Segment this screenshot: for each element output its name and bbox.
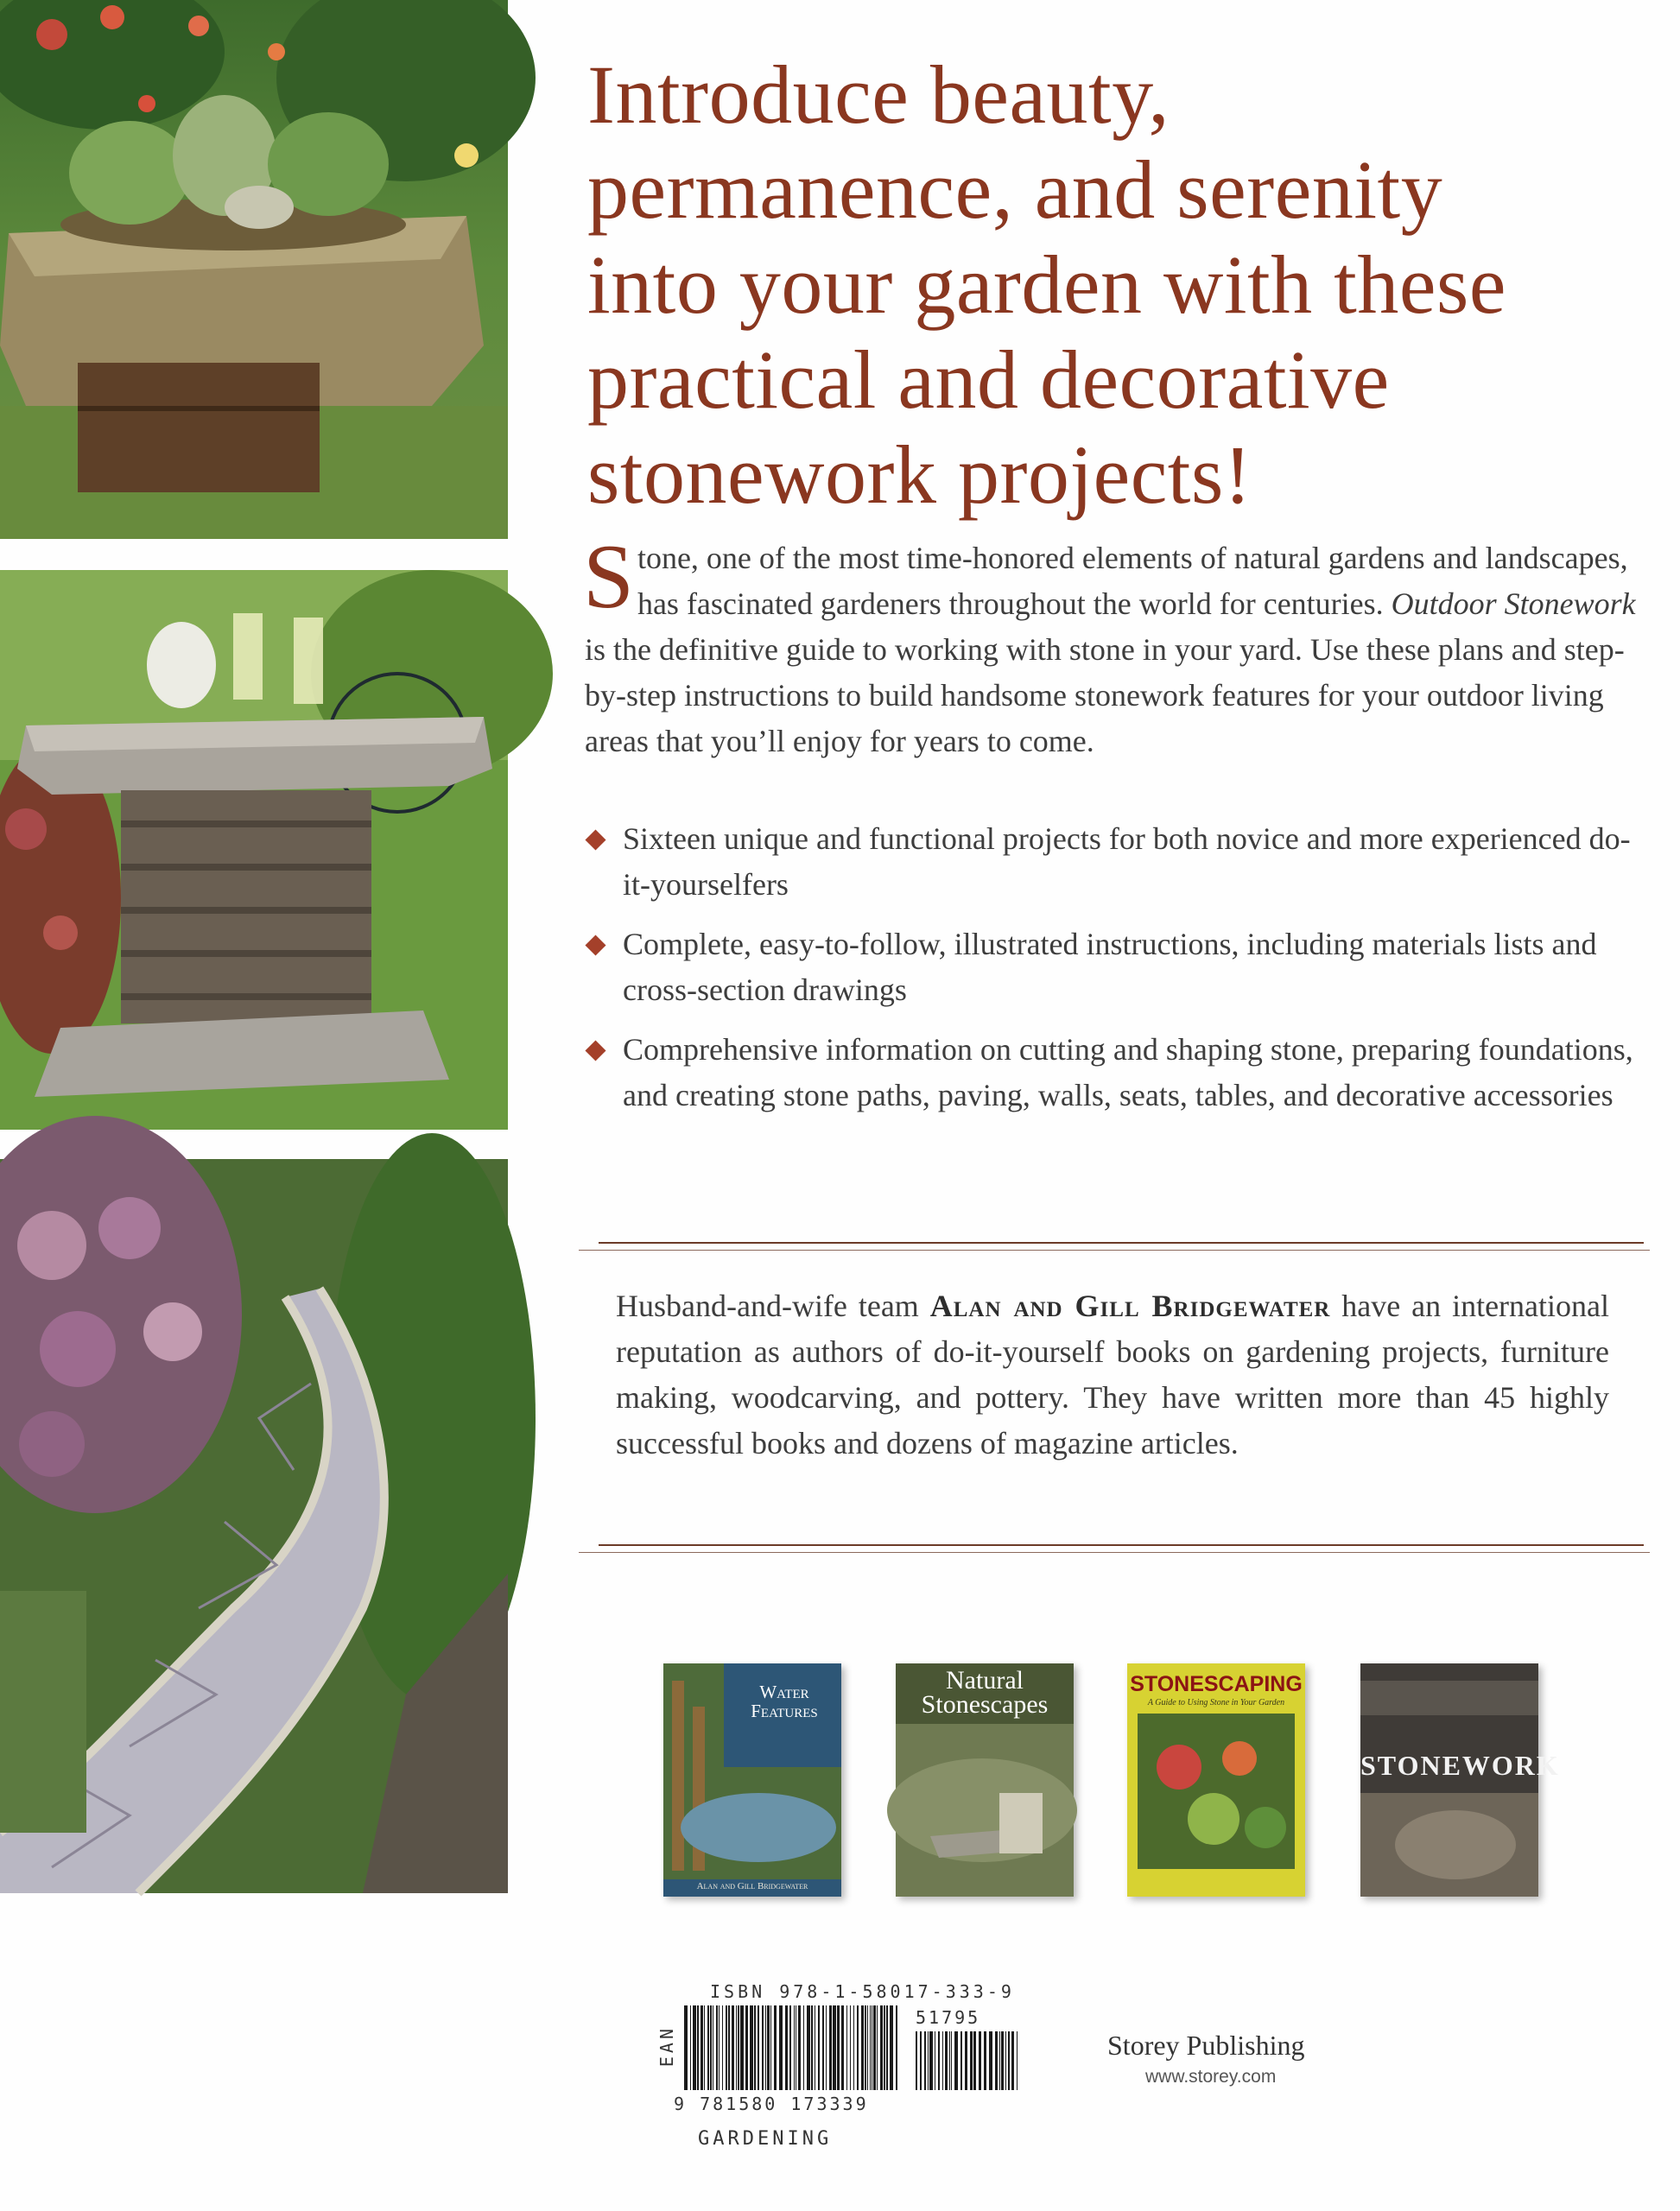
intro-text-1: tone, one of the most time-honored elements of natural gardens and landscapes, has fascinated gardeners throughout the world for centuries. — [637, 541, 1628, 621]
headline-line-4: practical and decorative — [587, 333, 1390, 426]
barcode — [682, 2005, 898, 2090]
book-subtitle: A Guide to Using Stone in Your Garden — [1147, 1698, 1285, 1707]
publisher-website[interactable]: www.storey.com — [1145, 2067, 1277, 2087]
headline — [587, 48, 1624, 523]
isbn-number: ISBN 978-1-58017-333-9 — [710, 1981, 1015, 2002]
photo-stone-table — [0, 570, 508, 1130]
ean-label: EAN — [656, 2025, 677, 2068]
divider-bottom-2 — [579, 1552, 1650, 1553]
barcode-addon — [914, 2031, 1019, 2090]
book-thumbnail-water-features[interactable] — [663, 1663, 841, 1897]
intro-book-title: Outdoor Stonework — [1391, 586, 1636, 621]
book-thumbnail-stonework[interactable] — [1360, 1663, 1560, 1897]
publisher-name: Storey Publishing — [1107, 2030, 1305, 2061]
feature-item: Complete, easy-to-follow, illustrated instructions, including materials lists and cross-section drawings — [585, 922, 1639, 1013]
headline-line-1: Introduce beauty, — [587, 48, 1170, 141]
feature-item: Comprehensive information on cutting and shaping stone, preparing foundations, and creating stone paths, paving, walls, seats, tables, and decorative accessories — [585, 1027, 1639, 1118]
book-thumbnail-natural-stonescapes[interactable] — [896, 1663, 1074, 1897]
book-category: GARDENING — [698, 2128, 833, 2150]
book-title: Water Features — [751, 1682, 818, 1721]
photo-stone-trough-planter — [0, 0, 508, 539]
book-title: STONESCAPING — [1130, 1672, 1303, 1696]
divider-top-2 — [579, 1250, 1650, 1251]
book-author: Alan and Gill Bridgewater — [696, 1881, 808, 1891]
author-names: Alan and Gill Bridgewater — [929, 1289, 1331, 1323]
diamond-bullet-icon — [585, 829, 605, 850]
drop-cap: S — [583, 526, 634, 627]
feature-list — [585, 816, 1639, 1132]
barcode-addon-number: 51795 — [916, 2007, 981, 2028]
intro-text-2: is the definitive guide to working with stone in your yard. Use these plans and step-by-step instructions to build handsome stonework features for your outdoor living areas that you’ll enjoy for years to come. — [585, 632, 1625, 758]
author-bio: Husband-and-wife team Alan and Gill Bridgewater have an international reputation as authors of do-it-yourself books on gardening projects, furniture making, woodcarving, and pottery. They have written more than 45 highly successful books and dozens of magazine articles. — [616, 1289, 1609, 1460]
headline-line-5: stonework projects! — [587, 428, 1252, 521]
diamond-bullet-icon — [585, 1040, 605, 1061]
headline-line-3: into your garden with these — [587, 238, 1506, 331]
headline-line-2: permanence, and serenity — [587, 143, 1443, 236]
divider-bottom-1 — [599, 1544, 1644, 1546]
intro-paragraph — [583, 526, 1639, 764]
photo-stone-path — [0, 1159, 508, 1893]
divider-top-1 — [599, 1242, 1644, 1244]
diamond-bullet-icon — [585, 934, 605, 955]
feature-item: Sixteen unique and functional projects for both novice and more experienced do-it-yourselfers — [585, 816, 1639, 908]
barcode-digits: 9 781580 173339 — [674, 2094, 869, 2114]
book-thumbnail-stonescaping[interactable] — [1127, 1663, 1305, 1897]
book-title: STONEWORK — [1360, 1750, 1560, 1781]
book-title: Natural Stonescapes — [921, 1666, 1049, 1719]
